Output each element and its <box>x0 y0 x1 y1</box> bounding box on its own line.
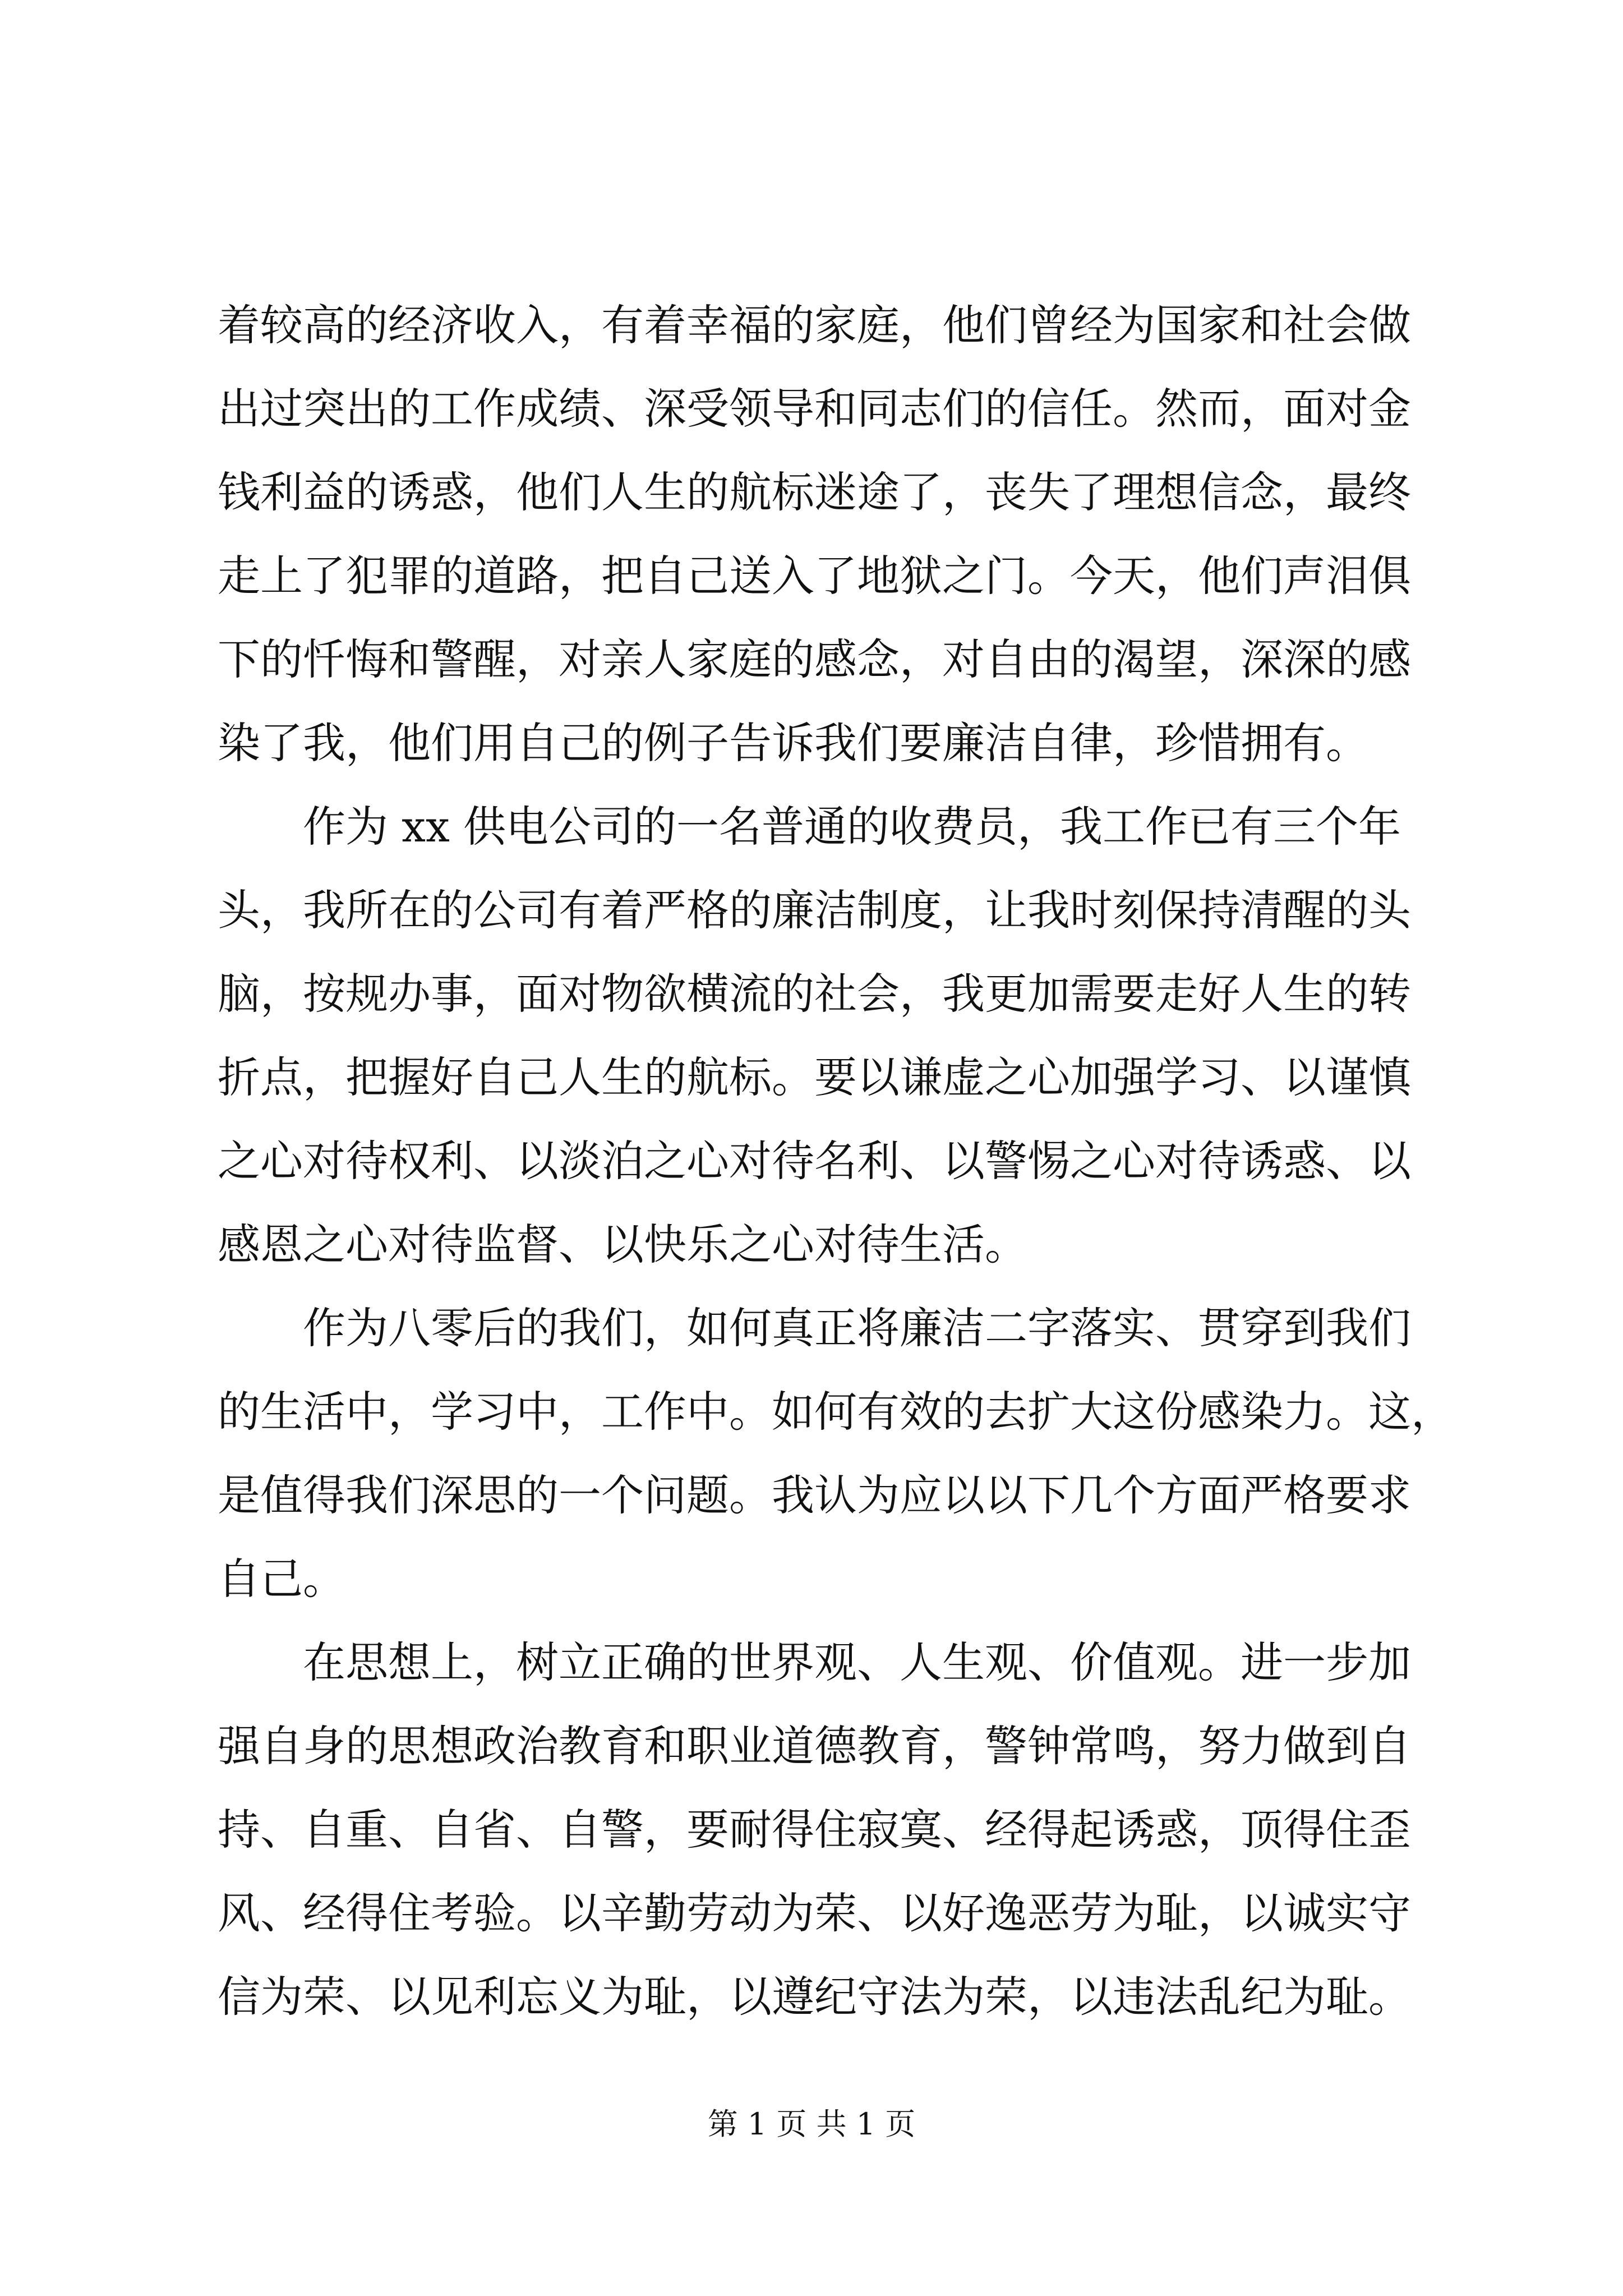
text-line: 之心对待权利、以淡泊之心对待名利、以警惕之心对待诱惑、以 <box>218 1136 1411 1186</box>
text-line: 头，我所在的公司有着严格的廉洁制度，让我时刻保持清醒的头 <box>218 885 1411 935</box>
text-line: 染了我，他们用自己的例子告诉我们要廉洁自律，珍惜拥有。 <box>218 718 1368 768</box>
text-line: 的生活中，学习中，工作中。如何有效的去扩大这份感染力。这， <box>218 1387 1454 1437</box>
text-line: 走上了犯罪的道路，把自己送入了地狱之门。今天，他们声泪俱 <box>218 551 1411 601</box>
text-line: 感恩之心对待监督、以快乐之心对待生活。 <box>218 1220 1027 1269</box>
text-line-indented: 在思想上，树立正确的世界观、人生观、价值观。进一步加 <box>303 1637 1411 1687</box>
text-line: 持、自重、自省、自警，要耐得住寂寞、经得起诱惑，顶得住歪 <box>218 1805 1411 1855</box>
page-footer: 第 1 页 共 1 页 <box>707 2106 916 2142</box>
text-line: 自己。 <box>218 1554 345 1604</box>
text-line-indented: 作为 xx 供电公司的一名普通的收费员，我工作已有三个年 <box>303 802 1401 852</box>
text-line: 信为荣、以见利忘义为耻，以遵纪守法为荣，以违法乱纪为耻。 <box>218 1972 1411 2022</box>
text-line: 着较高的经济收入，有着幸福的家庭，他们曾经为国家和社会做 <box>218 300 1411 350</box>
text-line: 脑，按规办事，面对物欲横流的社会，我更加需要走好人生的转 <box>218 969 1411 1019</box>
text-line: 折点，把握好自己人生的航标。要以谦虚之心加强学习、以谨慎 <box>218 1052 1411 1102</box>
text-line: 钱利益的诱惑，他们人生的航标迷途了，丧失了理想信念，最终 <box>218 467 1411 517</box>
text-line: 下的忏悔和警醒，对亲人家庭的感念，对自由的渴望，深深的感 <box>218 634 1411 684</box>
text-line: 是值得我们深思的一个问题。我认为应以以下几个方面严格要求 <box>218 1470 1411 1520</box>
text-line-indented: 作为八零后的我们，如何真正将廉洁二字落实、贯穿到我们 <box>303 1303 1411 1353</box>
text-line: 强自身的思想政治教育和职业道德教育，警钟常鸣，努力做到自 <box>218 1721 1411 1771</box>
body-text <box>218 283 1454 2039</box>
text-line: 出过突出的工作成绩、深受领导和同志们的信任。然而，面对金 <box>218 384 1411 434</box>
text-line: 风、经得住考验。以辛勤劳动为荣、以好逸恶劳为耻，以诚实守 <box>218 1888 1411 1938</box>
